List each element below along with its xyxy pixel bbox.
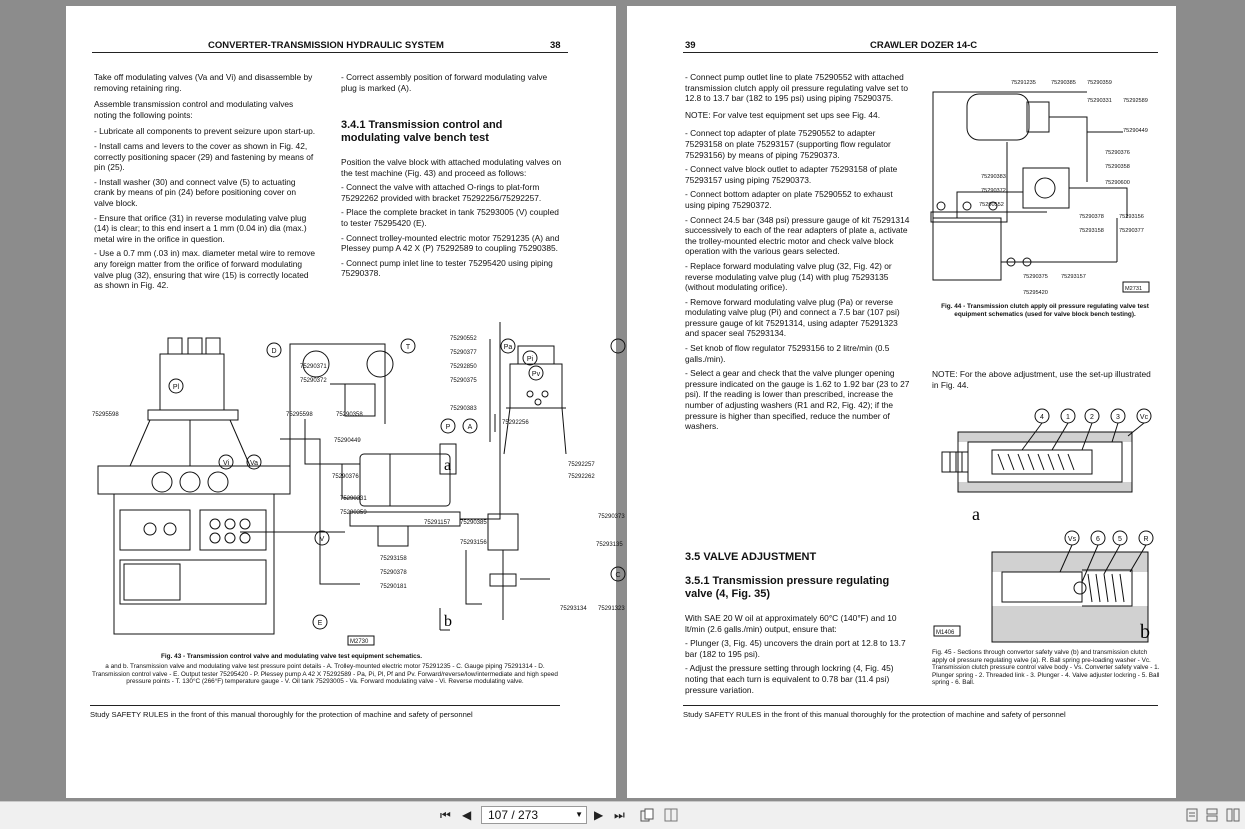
left-page — [66, 6, 625, 798]
left-page-number: 38 — [550, 40, 561, 51]
section-a-label: a — [972, 504, 980, 524]
prev-page-button[interactable]: ◀ — [462, 808, 472, 822]
fig-letter: D — [271, 348, 277, 355]
bullet-item: - Connect top adapter of plate 75290552 to adapter 75293158 on plate 75293157 (supporting flow regulator 75293156) by means of piping 75290373. — [685, 128, 891, 160]
fig45-label: R — [1143, 536, 1149, 543]
fig-letter: P — [445, 424, 451, 431]
next-page-button[interactable]: ▶ — [594, 808, 604, 822]
page-number-select[interactable] — [481, 806, 587, 824]
page-number-value: 107 / 273 — [488, 808, 539, 822]
fig44-label: 75290375 — [1023, 274, 1048, 280]
bullet-item: - Set knob of flow regulator 75293156 to 2 litre/min (0.5 galls./min). — [685, 343, 890, 364]
fig44-label: 75293157 — [1061, 274, 1086, 280]
figure-44-schematic — [927, 72, 1162, 302]
fig-label: 75290385 — [460, 520, 487, 526]
bullet-item: - Ensure that orifice (31) in reverse modulating valve plug (14) is clear; to this end insert a 1 mm (0.04 in) dia (max.) metal wire in the orifice in question. — [94, 212, 307, 244]
fig44-label: 75290385 — [1051, 80, 1076, 86]
assemble-paragraph: Assemble transmission control and modulating valves noting the following points: — [94, 99, 294, 120]
fig44-label: 75290383 — [981, 174, 1006, 180]
figure-43-caption-body: a and b. Transmission valve and modulating valve test pressure point details - A. Trolley-mounted electric motor 75291235 - C. Gauge piping 75291314 - D. Transmission control valve - E. Output tester 75295420 - P. Plessey pump A 42 X 75292589 - Pa, Pi, Pl, Pf and Pv. Forward/reverse/low/intermediate and high speed pressure points - T. 130°C (266°F) temperature gauge - V. Oil tank 75293005 - Va. Forward modulating valve - Vi. Reverse modulating valve. — [92, 663, 558, 686]
fig44-label: 75290331 — [1087, 98, 1112, 104]
fig-label: 75293134 — [560, 606, 587, 612]
bullet-item: - Connect 24.5 bar (348 psi) pressure gauge of kit 75291314 successively to each of the rear adapters of plate a, activate the trolley-mounted electric motor and check valve block operation with the various gears selected. — [685, 214, 910, 257]
fig44-label: 75290449 — [1123, 128, 1148, 134]
fig-letter: V — [319, 536, 325, 543]
copy-icon[interactable] — [640, 808, 654, 822]
left-footer-text: Study SAFETY RULES in the front of this manual thoroughly for the protection of machine and safety of personnel — [90, 710, 473, 719]
last-page-button[interactable]: ⏭ — [614, 808, 625, 822]
bullet-item: - Remove forward modulating valve plug (Pa) or reverse modulating valve plug (Pi) and connect a 7.5 bar (107 psi) pressure gauge of kit 75291314, using adapter 75291323 and spacer seal 75293134. — [685, 296, 900, 339]
fig-label: 75290331 — [340, 496, 367, 502]
fig45-label: Vc — [1139, 414, 1149, 421]
bullet-item: - Plunger (3, Fig. 45) uncovers the drain port at 12.8 to 13.7 bar (182 to 195 psi). — [685, 638, 906, 659]
bullet-item: - Connect trolley-mounted electric motor 75291235 (A) and Plessey pump A 42 X (P) 75292589 to coupling 75290385. — [341, 232, 560, 254]
fig-label: M2730 — [350, 639, 369, 645]
note-fig44-setup: NOTE: For the above adjustment, use the set-up illustrated in Fig. 44. — [932, 369, 1151, 390]
chevron-down-icon: ▼ — [575, 810, 583, 819]
fig-label: 75295598 — [92, 412, 119, 418]
first-page-button[interactable]: ⏮ — [440, 808, 451, 822]
intro-paragraph: Take off modulating valves (Va and Vi) and disassemble by removing retaining ring. — [94, 72, 313, 93]
left-column-2 — [341, 72, 563, 97]
fig-label: 75292850 — [450, 364, 477, 370]
fig44-label: 75290600 — [1105, 180, 1130, 186]
fig-label: 75290375 — [450, 378, 477, 384]
note-fig44: NOTE: For valve test equipment set ups see Fig. 44. — [685, 109, 881, 120]
continuous-view-icon[interactable] — [1206, 808, 1218, 822]
fig-label: 75290552 — [450, 336, 477, 342]
fig-label: 75290377 — [450, 350, 477, 356]
left-header-title: CONVERTER-TRANSMISSION HYDRAULIC SYSTEM — [208, 40, 444, 51]
single-page-view-icon[interactable] — [1186, 808, 1198, 822]
fig-letter: Pa — [503, 344, 513, 351]
bullet-item: - Install cams and levers to the cover as shown in Fig. 42, correctly positioning spacer (29) and fastening by means of pin (25). — [94, 140, 314, 173]
fig44-label: 75290359 — [1087, 80, 1112, 86]
fig-label: 75292262 — [568, 474, 595, 480]
fig-label: 75291323 — [598, 606, 625, 612]
bullet-item: - Install washer (30) and connect valve (5) to actuating crank by means of pin (24) before positioning cover on valve block. — [94, 176, 297, 208]
fig-letter: Vi — [222, 460, 230, 467]
fig-label: 75290358 — [336, 412, 363, 418]
fig44-label: 75290552 — [979, 202, 1004, 208]
facing-view-icon[interactable] — [1226, 808, 1240, 822]
fig-label: 75293156 — [460, 540, 487, 546]
fig44-label: 75290358 — [1105, 164, 1130, 170]
fig-label: 75290181 — [380, 584, 407, 590]
left-footer-rule — [90, 705, 560, 706]
section-351-intro: With SAE 20 W oil at approximately 60°C (140°F) and 10 lt/min (2.6 galls./min) output, ensure that: — [685, 613, 897, 634]
fig44-label: 75290372 — [981, 188, 1006, 194]
fig-letter: Pi — [526, 356, 534, 363]
fig-label: 75293158 — [380, 556, 407, 562]
fig-label: 75290383 — [450, 406, 477, 412]
section-intro: Position the valve block with attached modulating valves on the test machine (Fig. 43) and proceed as follows: — [341, 157, 562, 178]
fig45-label: Vs — [1067, 536, 1077, 543]
fig-letter: Va — [249, 460, 259, 467]
fig-label: 75290449 — [334, 438, 361, 444]
fig44-label: 75293156 — [1119, 214, 1144, 220]
right-column-1 — [685, 72, 910, 436]
bullet-item: - Connect pump inlet line to tester 75295420 using piping 75290378. — [341, 257, 553, 279]
fig-label: 75291157 — [424, 520, 451, 526]
fig-label: 75295598 — [286, 412, 313, 418]
fig-letter: T — [405, 344, 411, 351]
bullet-item: - Connect bottom adapter on plate 75290552 to exhaust using piping 75290372. — [685, 189, 893, 210]
bullet-item: - Replace forward modulating valve plug (32, Fig. 42) or reverse modulating valve plug (14) with plug 75293135 (without modulating orifice). — [685, 260, 892, 293]
bullet-item: - Correct assembly position of forward modulating valve plug is marked (A). — [341, 72, 548, 93]
figure-45-caption: Fig. 45 - Sections through convertor safety valve (b) and transmission clutch apply oil pressure regulating valve (a). R. Ball spring pre-loading washer - Vc. Transmission clutch pressure control valve body - Vs. Converter safety valve - 1. Plunger spring - 2. Threaded link - 3. Plunger - 4. Valve adjuster lockring - 5. Ball spring - 6. Ball. — [932, 649, 1160, 687]
fig-label: 75292257 — [568, 462, 595, 468]
fig-label: 75290371 — [300, 364, 327, 370]
fig-label: 75290378 — [380, 570, 407, 576]
left-column-2-body — [341, 157, 563, 283]
fig-label: 75290373 — [598, 514, 625, 520]
fig44-label: 75290376 — [1105, 150, 1130, 156]
fig-label: 75290376 — [332, 474, 359, 480]
fig44-label: 75290378 — [1079, 214, 1104, 220]
left-header-rule — [92, 52, 568, 53]
fig45-code: M1406 — [936, 630, 955, 636]
right-page-number: 39 — [685, 40, 696, 51]
fig44-label: 75292589 — [1123, 98, 1148, 104]
fig44-label: 75291235 — [1011, 80, 1036, 86]
fig45-label: 4 — [1040, 414, 1044, 421]
detail-b-label: b — [444, 613, 452, 630]
figure-44-caption: Fig. 44 - Transmission clutch apply oil pressure regulating valve test equipment schematics (used for valve block bench testing). — [941, 303, 1149, 318]
right-footer-text: Study SAFETY RULES in the front of this manual thoroughly for the protection of machine and safety of personnel — [683, 710, 1066, 719]
fig-letter: Pv — [531, 371, 541, 378]
figure-43-caption-title: Fig. 43 - Transmission control valve and modulating valve test equipment schematics. — [161, 653, 423, 660]
fig45-label: 3 — [1116, 414, 1120, 421]
two-page-view-icon[interactable] — [664, 808, 678, 822]
fig44-label: 75295420 — [1023, 290, 1048, 296]
right-page — [627, 6, 1176, 798]
bullet-item: - Lubricate all components to prevent seizure upon start-up. — [94, 126, 316, 137]
fig45-label: 6 — [1096, 536, 1100, 543]
left-column-1 — [94, 72, 316, 295]
figure-43-schematic — [90, 324, 625, 646]
bullet-item: - Place the complete bracket in tank 75293005 (V) coupled to tester 75295420 (E). — [341, 207, 559, 228]
bullet-item: - Connect pump outlet line to plate 75290552 with attached transmission clutch apply oil pressure regulating valve set to 12.8 to 13.7 bar (182 to 195 psi) using piping 75290375. — [685, 72, 908, 104]
fig45-label: 2 — [1090, 414, 1094, 421]
section-title-35: 3.5 VALVE ADJUSTMENT — [685, 551, 817, 563]
section-title-341: 3.4.1 Transmission control and modulating valve bench test — [341, 119, 503, 144]
right-header-rule — [683, 52, 1158, 53]
right-footer-rule — [683, 705, 1158, 706]
bullet-item: - Adjust the pressure setting through lockring (4, Fig. 45) noting that each turn is equivalent to 0.78 bar (11.4 psi) pressure variation. — [685, 663, 894, 695]
section-title-351: 3.5.1 Transmission pressure regulating valve (4, Fig. 35) — [685, 575, 890, 600]
fig-label: 75292256 — [502, 420, 529, 426]
fig45-label: 1 — [1066, 414, 1070, 421]
fig44-label: 75293158 — [1079, 228, 1104, 234]
viewer-toolbar — [0, 801, 1245, 829]
figure-45-sections — [932, 402, 1162, 644]
fig-letter: Pl — [172, 384, 180, 391]
bullet-item: - Select a gear and check that the valve plunger opening pressure indicated on the gauge is 1.62 to 1.92 bar (23 to 27 psi). If the reading is lower than prescribed, increase the number of adjusting washers (R1 and R2, Fig. 42); if the pressure is higher than specified, reduce the number of washers. — [685, 368, 910, 432]
fig45-label: 5 — [1118, 536, 1122, 543]
fig-letter: A — [467, 424, 473, 431]
detail-a-label: a — [444, 457, 452, 474]
bullet-item: - Connect valve block outlet to adapter 75293158 of plate 75293157 using piping 75290373. — [685, 164, 898, 185]
fig-letter: C — [615, 572, 621, 579]
section-b-label: b — [1140, 621, 1150, 643]
right-header-title: CRAWLER DOZER 14-C — [870, 40, 978, 51]
bullet-item: - Use a 0.7 mm (.03 in) max. diameter metal wire to remove any foreign matter from the orifice of forward modulating valve plug (32), ensuring that wire (15) is correctly located as shown in Fig. 42. — [94, 248, 316, 291]
bullet-item: - Connect the valve with attached O-rings to plat-form 75292262 provided with bracket 75292256/75292257. — [341, 182, 542, 203]
right-column-1-lower — [685, 613, 910, 699]
fig-label: 75290359 — [340, 510, 367, 516]
fig-letter: E — [317, 620, 323, 627]
fig-label: 75290372 — [300, 378, 327, 384]
fig-label: 75293135 — [596, 542, 623, 548]
fig44-label: 75290377 — [1119, 228, 1144, 234]
fig44-label: M2731 — [1125, 286, 1143, 292]
